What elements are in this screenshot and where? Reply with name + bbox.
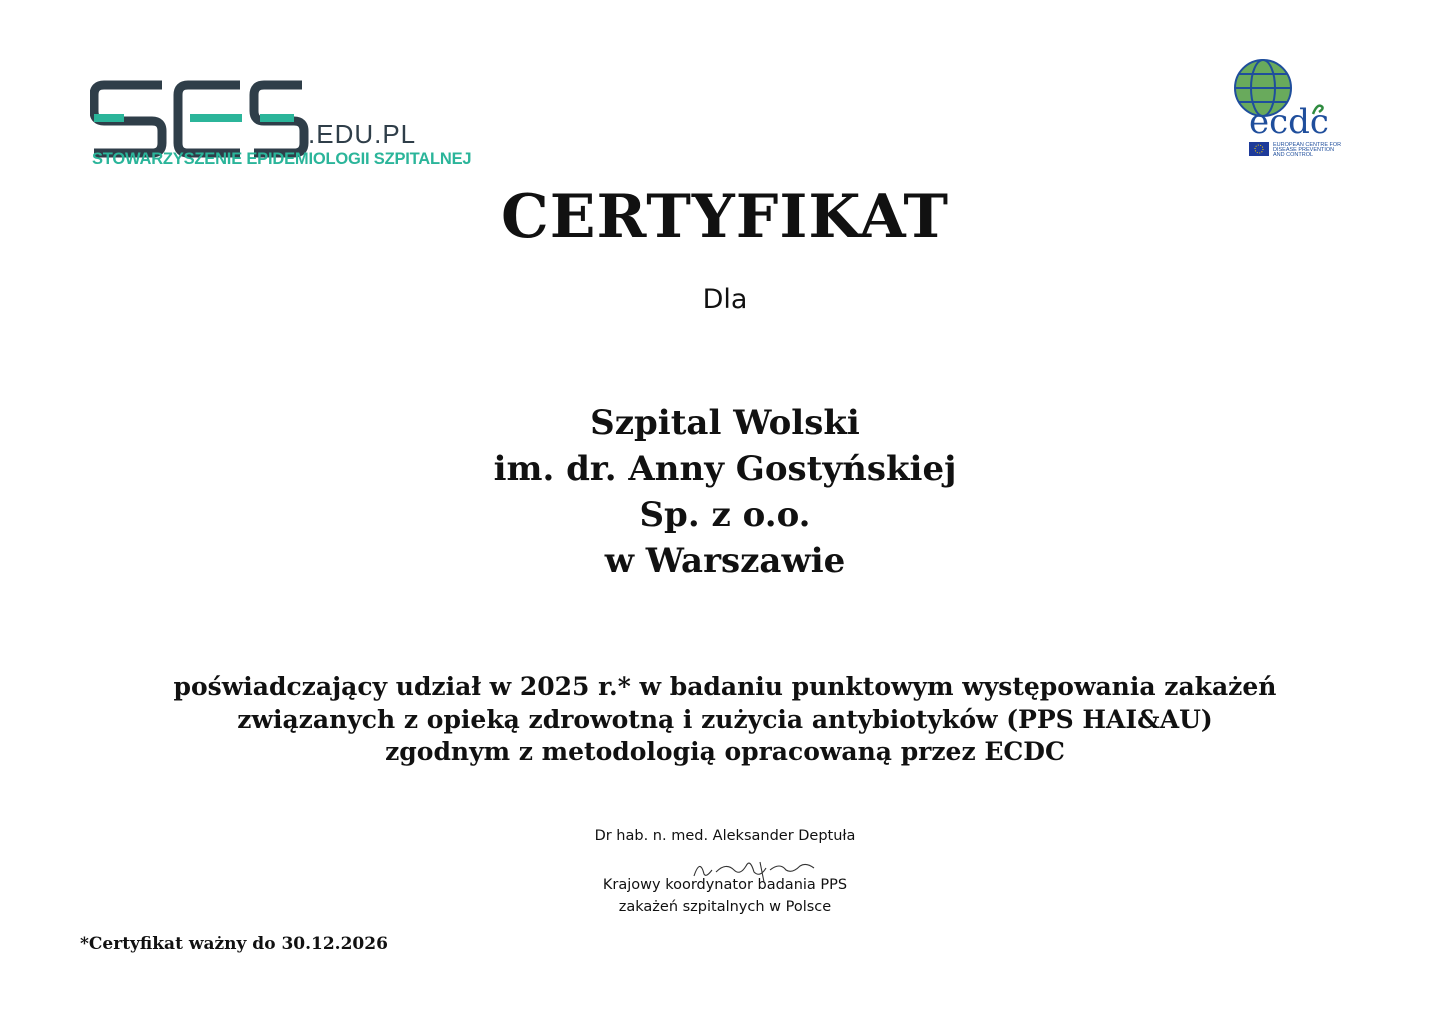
ecdc-wordmark: ecdc [1249, 102, 1329, 142]
signatory-role-line: Krajowy koordynator badania PPS [602, 877, 848, 893]
recipient-line: Szpital Wolski [590, 403, 860, 443]
statement-line: zgodnym z metodologią opracowaną przez ECDC [385, 737, 1065, 766]
for-label: Dla [702, 284, 748, 315]
statement-line: poświadczający udział w 2025 r.* w badaniu punktowym występowania zakażeń [173, 672, 1277, 701]
certificate-statement [0, 671, 1450, 769]
ses-domain-suffix: .EDU.PL [308, 119, 417, 149]
ecdc-subtitle-line-2: DISEASE PREVENTION [1273, 147, 1335, 153]
recipient-name [0, 400, 1450, 584]
certificate-title: CERTYFIKAT [500, 182, 950, 252]
signatory-name: Dr hab. n. med. Aleksander Deptuła [594, 828, 856, 844]
ecdc-logo [1225, 58, 1345, 163]
signatory-role-line: zakażeń szpitalnych w Polsce [618, 899, 832, 915]
statement-line: związanych z opieką zdrowotną i zużycia antybiotyków (PPS HAI&AU) [237, 704, 1213, 734]
ecdc-subtitle-line-3: AND CONTROL [1273, 152, 1314, 158]
ses-tagline: STOWARZYSZENIE EPIDEMIOLOGII SZPITALNEJ [92, 150, 472, 168]
recipient-line: w Warszawie [604, 541, 846, 581]
ecdc-subtitle-line-1: EUROPEAN CENTRE FOR [1273, 142, 1342, 148]
recipient-line: im. dr. Anny Gostyńskiej [493, 449, 957, 489]
signatory-role [0, 874, 1450, 918]
validity-footnote: *Certyfikat ważny do 30.12.2026 [80, 934, 388, 954]
recipient-line: Sp. z o.o. [639, 495, 811, 535]
